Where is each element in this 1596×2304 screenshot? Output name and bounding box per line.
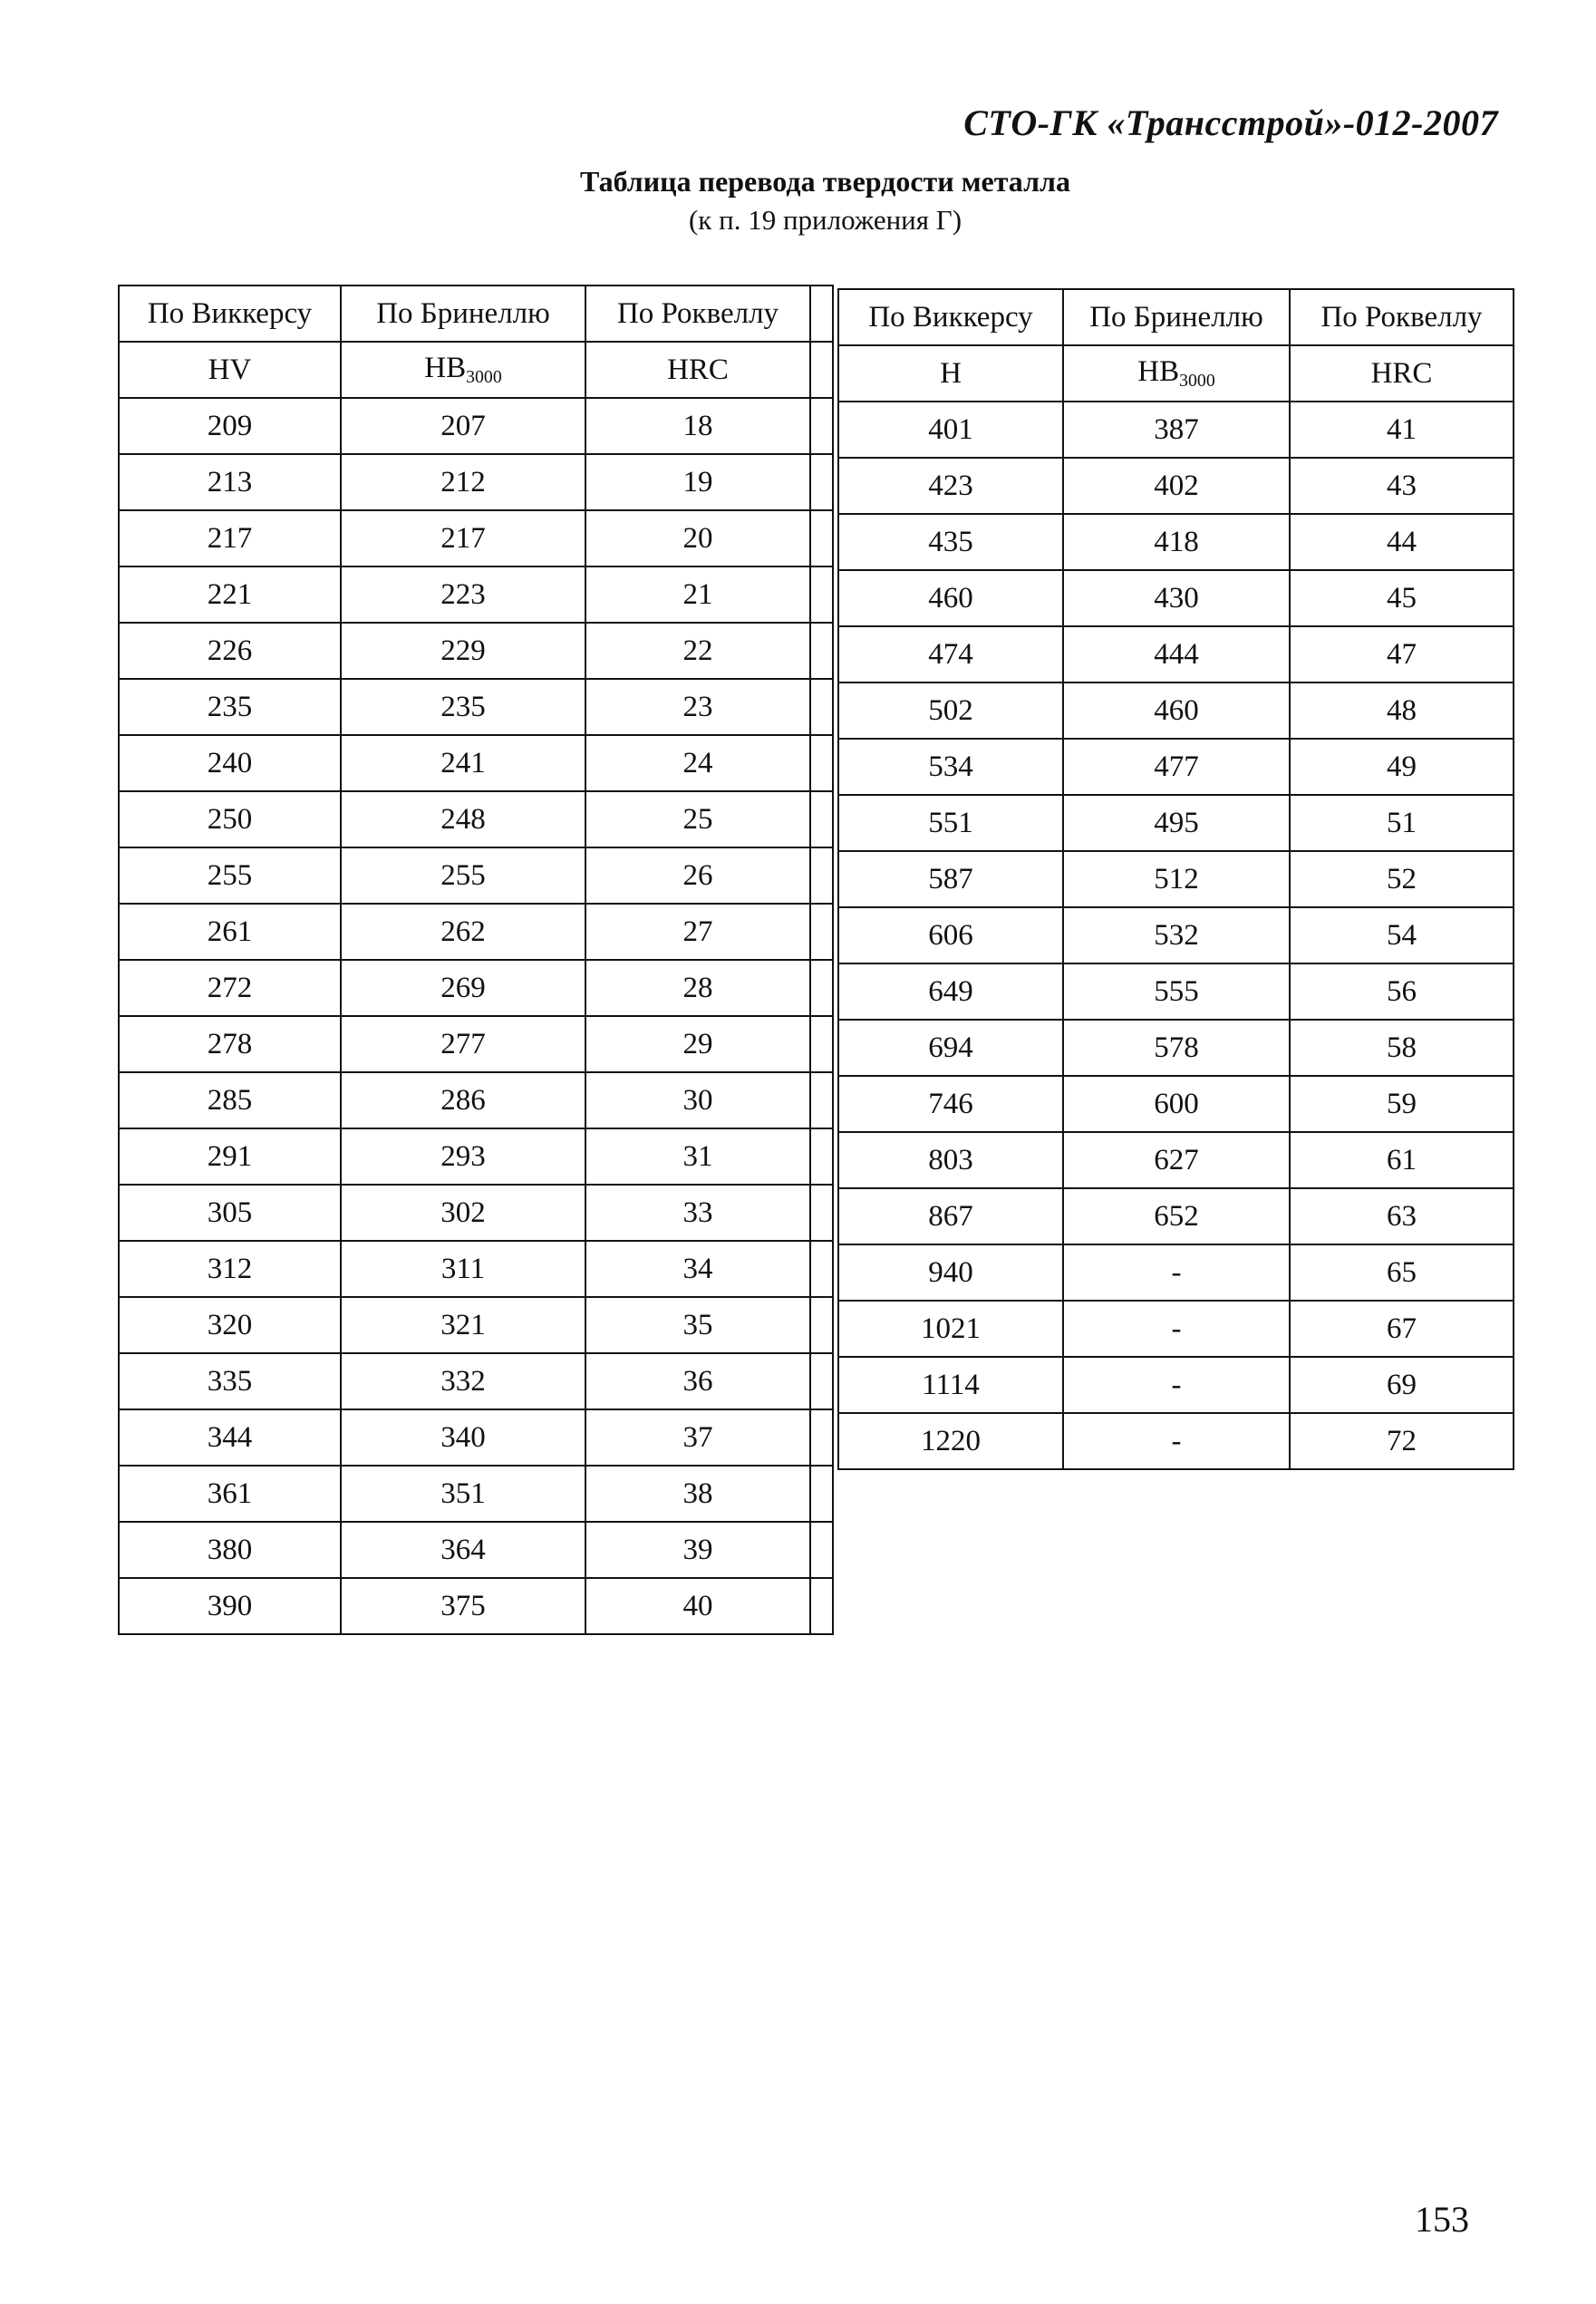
table-cell: 261 [119,904,341,960]
table-row [838,458,1514,514]
table-row [838,1020,1514,1076]
table-row [119,679,833,735]
column-gap [810,847,833,904]
unit-symbol: HRC [1370,356,1433,390]
table-cell: 21 [585,566,810,623]
column-gap [810,679,833,735]
table-cell: 49 [1290,739,1514,795]
table-row [838,682,1514,739]
table-cell: 240 [119,735,341,791]
table-cell: 1114 [838,1357,1063,1413]
unit-symbol: H [940,356,962,390]
column-gap [810,1409,833,1466]
table-cell: - [1063,1301,1290,1357]
column-gap [810,1072,833,1128]
table-row [119,623,833,679]
column-gap [810,791,833,847]
table-cell: 24 [585,735,810,791]
table-cell: 387 [1063,402,1290,458]
table-cell: 223 [341,566,585,623]
table-cell: 48 [1290,682,1514,739]
units-row [838,345,1514,402]
table-cell: 746 [838,1076,1063,1132]
column-gap [810,342,833,398]
table-row [838,626,1514,682]
table-cell: 401 [838,402,1063,458]
table-cell: 302 [341,1185,585,1241]
unit-cell [341,342,585,398]
table-cell: 694 [838,1020,1063,1076]
table-cell: 578 [1063,1020,1290,1076]
table-cell: 255 [341,847,585,904]
table-row [838,851,1514,907]
table-cell: 72 [1290,1413,1514,1469]
table-cell: 209 [119,398,341,454]
table-cell: 269 [341,960,585,1016]
table-cell: 477 [1063,739,1290,795]
table-cell: 380 [119,1522,341,1578]
table-cell: 502 [838,682,1063,739]
unit-cell [585,342,810,398]
table-cell: 555 [1063,963,1290,1020]
table-cell: 221 [119,566,341,623]
table-cell: 940 [838,1244,1063,1301]
table-cell: 534 [838,739,1063,795]
table-cell: 272 [119,960,341,1016]
unit-cell [838,345,1063,402]
page-number: 153 [1415,2199,1469,2240]
table-cell: 18 [585,398,810,454]
table-cell: 430 [1063,570,1290,626]
table-cell: 217 [341,510,585,566]
unit-subscript: 3000 [466,367,502,387]
column-header: По Роквеллу [585,286,810,342]
table-cell: 65 [1290,1244,1514,1301]
table-row [838,1357,1514,1413]
table-cell: 332 [341,1353,585,1409]
table-row [119,1353,833,1409]
table-cell: 278 [119,1016,341,1072]
table-cell: 649 [838,963,1063,1020]
column-gap [810,735,833,791]
table-cell: 212 [341,454,585,510]
column-gap [810,623,833,679]
table-cell: 38 [585,1466,810,1522]
table-cell: 229 [341,623,585,679]
unit-symbol: HB [424,352,467,384]
table-cell: 390 [119,1578,341,1634]
table-cell: 241 [341,735,585,791]
table-cell: 44 [1290,514,1514,570]
table-cell: 35 [585,1297,810,1353]
table-cell: 444 [1063,626,1290,682]
table-row [119,398,833,454]
table-row [119,454,833,510]
table-cell: 59 [1290,1076,1514,1132]
table-cell: 40 [585,1578,810,1634]
table-cell: 311 [341,1241,585,1297]
table-cell: 61 [1290,1132,1514,1188]
column-gap [810,1297,833,1353]
table-row [838,795,1514,851]
table-row [838,1301,1514,1357]
table-cell: 532 [1063,907,1290,963]
table-cell: - [1063,1357,1290,1413]
table-cell: 351 [341,1466,585,1522]
header-row [838,289,1514,345]
column-gap [810,1353,833,1409]
table-title: Таблица перевода твердости металла [580,165,1070,198]
table-cell: 286 [341,1072,585,1128]
table-row [119,904,833,960]
table-row [119,735,833,791]
column-gap [810,510,833,566]
table-row [838,907,1514,963]
table-cell: 54 [1290,907,1514,963]
table-row [119,1016,833,1072]
table-row [838,1244,1514,1301]
table-cell: 63 [1290,1188,1514,1244]
table-cell: 652 [1063,1188,1290,1244]
table-cell: 600 [1063,1076,1290,1132]
table-cell: 235 [341,679,585,735]
unit-symbol: HV [208,353,252,386]
unit-symbol: HRC [667,353,729,386]
table-cell: 52 [1290,851,1514,907]
table-cell: 803 [838,1132,1063,1188]
table-cell: 291 [119,1128,341,1185]
table-cell: 321 [341,1297,585,1353]
column-gap [810,1185,833,1241]
table-cell: 344 [119,1409,341,1466]
hardness-table-right [837,288,1514,1470]
table-cell: 67 [1290,1301,1514,1357]
table-row [838,1076,1514,1132]
table-row [119,566,833,623]
column-gap [810,566,833,623]
table-row [119,1466,833,1522]
table-cell: 423 [838,458,1063,514]
table-cell: 47 [1290,626,1514,682]
table-cell: 335 [119,1353,341,1409]
table-row [119,1409,833,1466]
table-row [838,570,1514,626]
unit-subscript: 3000 [1179,371,1215,391]
table-row [838,739,1514,795]
table-cell: 495 [1063,795,1290,851]
units-row [119,342,833,398]
table-row [838,1132,1514,1188]
table-cell: 23 [585,679,810,735]
table-cell: 262 [341,904,585,960]
table-cell: 312 [119,1241,341,1297]
table-row [119,960,833,1016]
table-cell: 22 [585,623,810,679]
hardness-table-left [118,285,834,1635]
table-cell: 69 [1290,1357,1514,1413]
table-row [838,402,1514,458]
table-row [119,1522,833,1578]
table-row [119,1128,833,1185]
table-cell: 277 [341,1016,585,1072]
table-cell: 43 [1290,458,1514,514]
column-gap [810,286,833,342]
unit-cell [1063,345,1290,402]
table-cell: 58 [1290,1020,1514,1076]
table-cell: 606 [838,907,1063,963]
table-cell: 627 [1063,1132,1290,1188]
table-cell: 31 [585,1128,810,1185]
table-cell: 340 [341,1409,585,1466]
table-row [838,963,1514,1020]
table-cell: 39 [585,1522,810,1578]
table-row [119,791,833,847]
table-cell: 26 [585,847,810,904]
table-cell: 402 [1063,458,1290,514]
table-row [119,1297,833,1353]
document-code: СТО-ГК «Трансстрой»-012-2007 [963,102,1498,143]
table-cell: 226 [119,623,341,679]
table-row [838,514,1514,570]
table-cell: 51 [1290,795,1514,851]
table-cell: 235 [119,679,341,735]
table-cell: 460 [1063,682,1290,739]
table-cell: 512 [1063,851,1290,907]
column-header: По Виккерсу [119,286,341,342]
table-cell: 29 [585,1016,810,1072]
table-cell: 551 [838,795,1063,851]
table-cell: 20 [585,510,810,566]
table-cell: 207 [341,398,585,454]
table-cell: 30 [585,1072,810,1128]
table-cell: 28 [585,960,810,1016]
unit-cell [119,342,341,398]
table-cell: 217 [119,510,341,566]
table-subtitle: (к п. 19 приложения Г) [688,204,962,236]
column-gap [810,1522,833,1578]
table-row [838,1188,1514,1244]
column-gap [810,398,833,454]
header-row [119,286,833,342]
table-cell: 364 [341,1522,585,1578]
table-cell: 1220 [838,1413,1063,1469]
table-cell: 460 [838,570,1063,626]
table-cell: 587 [838,851,1063,907]
table-row [119,1185,833,1241]
column-gap [810,1016,833,1072]
column-gap [810,1578,833,1634]
table-cell: 34 [585,1241,810,1297]
table-cell: 1021 [838,1301,1063,1357]
table-cell: 213 [119,454,341,510]
table-cell: 867 [838,1188,1063,1244]
table-cell: 19 [585,454,810,510]
table-cell: 361 [119,1466,341,1522]
table-cell: 320 [119,1297,341,1353]
table-cell: 418 [1063,514,1290,570]
column-header: По Виккерсу [838,289,1063,345]
column-gap [810,960,833,1016]
table-cell: - [1063,1244,1290,1301]
unit-symbol: HB [1137,355,1180,388]
table-cell: 36 [585,1353,810,1409]
table-cell: 375 [341,1578,585,1634]
table-cell: - [1063,1413,1290,1469]
table-row [838,1413,1514,1469]
table-row [119,847,833,904]
table-cell: 293 [341,1128,585,1185]
column-gap [810,1241,833,1297]
table-cell: 41 [1290,402,1514,458]
table-cell: 474 [838,626,1063,682]
table-cell: 435 [838,514,1063,570]
column-gap [810,454,833,510]
table-cell: 305 [119,1185,341,1241]
table-cell: 33 [585,1185,810,1241]
table-row [119,1072,833,1128]
table-row [119,510,833,566]
column-gap [810,1466,833,1522]
column-header: По Бринеллю [1063,289,1290,345]
table-cell: 248 [341,791,585,847]
unit-cell [1290,345,1514,402]
table-cell: 285 [119,1072,341,1128]
column-header: По Роквеллу [1290,289,1514,345]
table-cell: 27 [585,904,810,960]
column-header: По Бринеллю [341,286,585,342]
table-cell: 37 [585,1409,810,1466]
table-cell: 45 [1290,570,1514,626]
column-gap [810,1128,833,1185]
table-cell: 25 [585,791,810,847]
table-row [119,1578,833,1634]
table-cell: 56 [1290,963,1514,1020]
column-gap [810,904,833,960]
table-cell: 255 [119,847,341,904]
table-row [119,1241,833,1297]
table-cell: 250 [119,791,341,847]
